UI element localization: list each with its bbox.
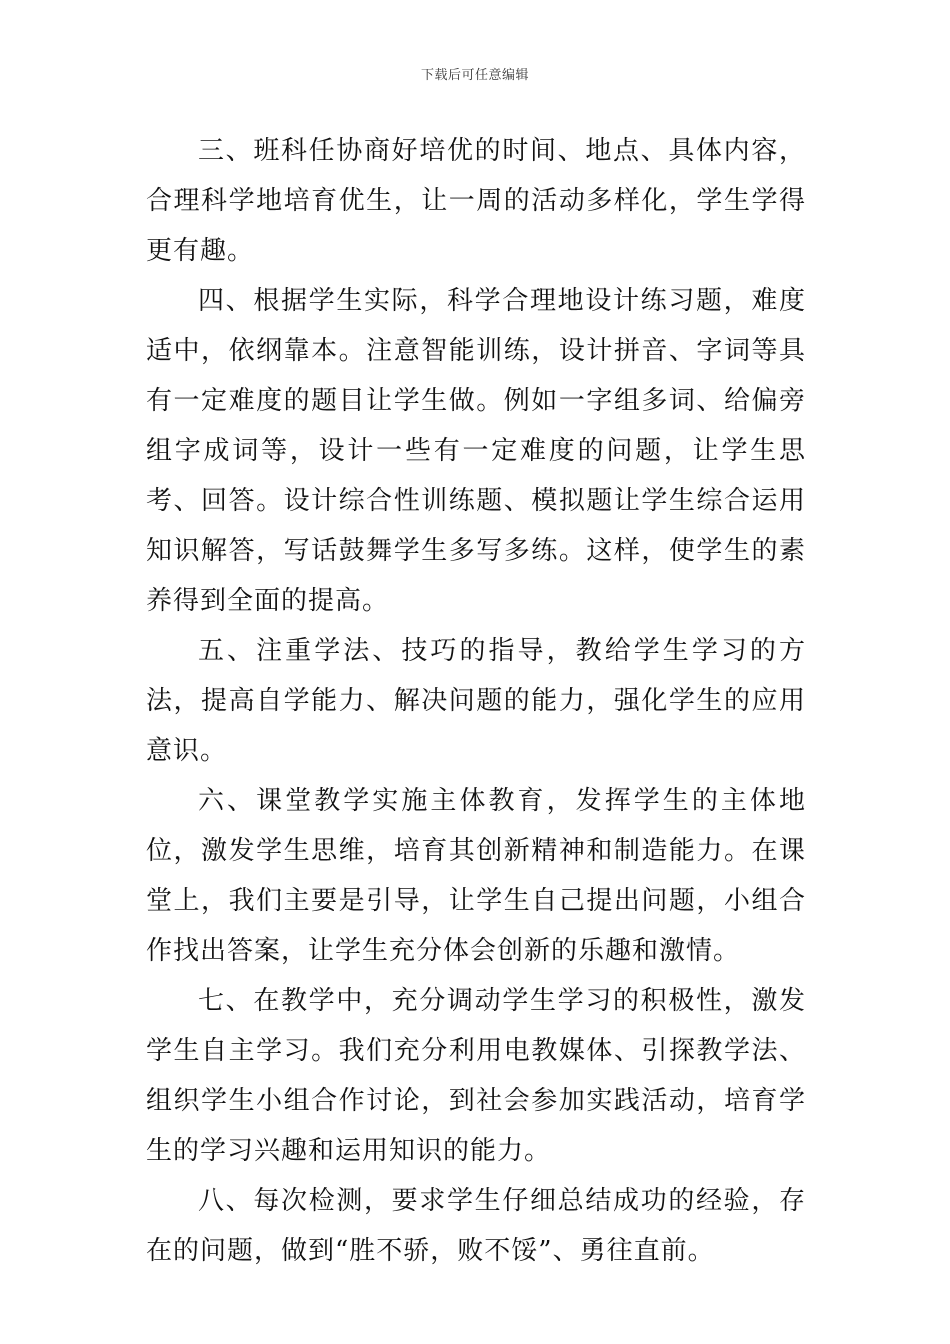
paragraph-8: 八、每次检测，要求学生仔细总结成功的经验，存在的问题，做到“胜不骄，败不馁”、勇往直前。: [146, 1186, 806, 1266]
document-body: [146, 126, 806, 1276]
paragraph-6: 六、课堂教学实施主体教育，发挥学生的主体地位，激发学生思维，培育其创新精神和制造能力。在课堂上，我们主要是引导，让学生自己提出问题，小组合作找出答案，让学生充分体会创新的乐趣和激情。: [146, 786, 806, 966]
paragraph-4: 四、根据学生实际，科学合理地设计练习题，难度适中，依纲靠本。注意智能训练，设计拼音、字词等具有一定难度的题目让学生做。例如一字组多词、给偏旁组字成词等，设计一些有一定难度的问题，让学生思考、回答。设计综合性训练题、模拟题让学生综合运用知识解答，写话鼓舞学生多写多练。这样，使学生的素养得到全面的提高。: [146, 286, 806, 616]
paragraph-7: 七、在教学中，充分调动学生学习的积极性，激发学生自主学习。我们充分利用电教媒体、引探教学法、组织学生小组合作讨论，到社会参加实践活动，培育学生的学习兴趣和运用知识的能力。: [146, 986, 806, 1166]
paragraph-3: 三、班科任协商好培优的时间、地点、具体内容，合理科学地培育优生，让一周的活动多样化，学生学得更有趣。: [146, 136, 806, 266]
page-header: 下载后可任意编辑: [420, 68, 529, 83]
paragraph-5: 五、注重学法、技巧的指导，教给学生学习的方法，提高自学能力、解决问题的能力，强化学生的应用意识。: [146, 636, 806, 766]
